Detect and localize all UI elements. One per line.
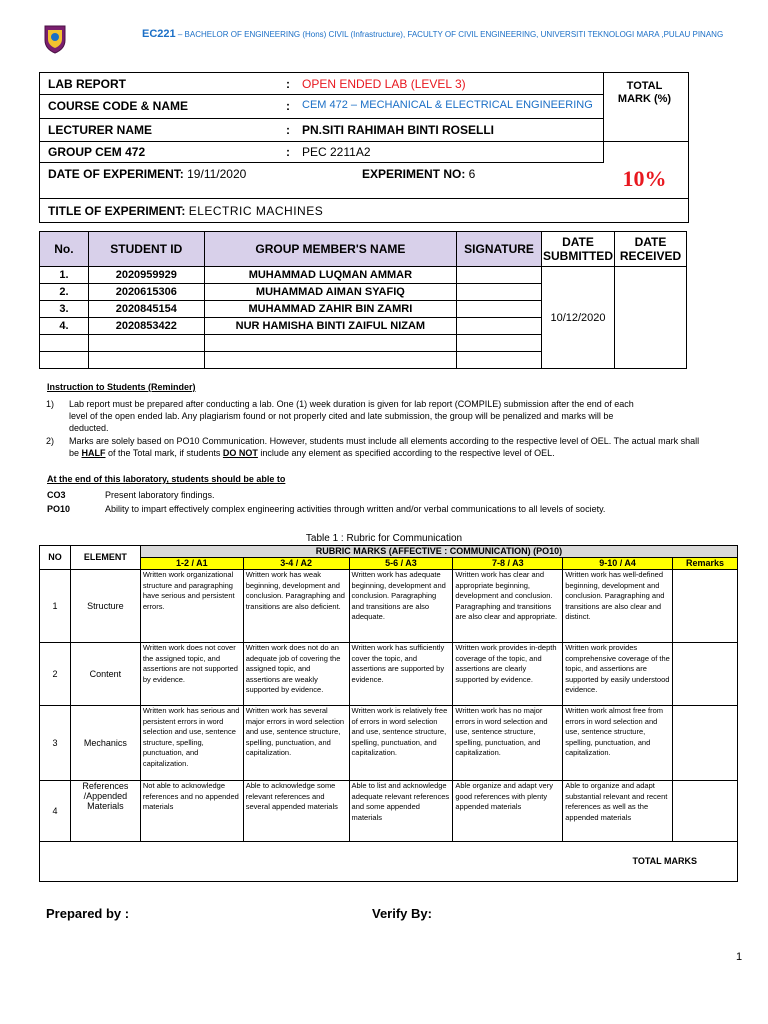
title-label-text: TITLE OF EXPERIMENT: — [48, 204, 186, 218]
date-label — [48, 167, 246, 181]
rubric-cell: Written work provides comprehensive coverage of the topic, and assertions are supported by easily understood evidence. — [563, 643, 673, 706]
group-value: PEC 2211A2 — [302, 145, 371, 159]
students-table — [39, 231, 687, 369]
rubric-total-row — [40, 842, 738, 882]
total-mark-box — [602, 72, 687, 119]
row-student-id: 2020845154 — [88, 301, 204, 318]
rubric-cell: Able to list and acknowledge adequate relevant references and some appended materials — [349, 781, 453, 842]
prepared-by-label: Prepared by : — [46, 906, 130, 921]
rubric-level-1: 1-2 / A1 — [140, 558, 243, 570]
colon: : — [286, 123, 290, 137]
experiment-no-value: 6 — [465, 167, 476, 181]
col-date-received-1: DATE — [634, 235, 667, 249]
rubric-remark-cell — [673, 570, 738, 643]
rubric-cell: Written work does not cover the assigned topic, and assertions are not supported by evidence. — [140, 643, 243, 706]
rubric-row-element: References /Appended Materials — [70, 781, 140, 842]
rubric-col-element: ELEMENT — [70, 546, 140, 570]
rubric-cell: Able organize and adapt very good references with plenty appended materials — [453, 781, 563, 842]
row-no: 1. — [40, 267, 89, 284]
rubric-cell: Written work does not do an adequate job of covering the assigned topic, and assertions are weakly supported by evidence. — [243, 643, 349, 706]
instruction-1-line-1: Lab report must be prepared after conducting a lab. One (1) week duration is given for lab report (COMPILE) submission after the end of each — [69, 399, 634, 409]
instruction-1-num: 1) — [46, 399, 55, 409]
group-label: GROUP CEM 472 — [48, 145, 146, 159]
rubric-level-4: 7-8 / A3 — [453, 558, 563, 570]
rubric-cell: Able to acknowledge some relevant references and several appended materials — [243, 781, 349, 842]
rubric-cell: Written work has serious and persistent errors in word selection and use, sentence structure, spelling, punctuation, and capitalization. — [140, 706, 243, 781]
col-date-submitted — [542, 232, 615, 267]
header-programme — [142, 28, 742, 40]
total-mark-label-2: MARK (%) — [617, 93, 672, 105]
rubric-group-header: RUBRIC MARKS (AFFECTIVE : COMMUNICATION) (PO10) — [140, 546, 737, 558]
row-no: 4. — [40, 318, 89, 335]
course-value: CEM 472 – MECHANICAL & ELECTRICAL ENGINEERING — [302, 99, 593, 111]
rubric-row-no: 3 — [40, 706, 71, 781]
row-student-id: 2020615306 — [88, 284, 204, 301]
row-student-id: 2020959929 — [88, 267, 204, 284]
rubric-cell: Written work has clear and appropriate beginning, development and conclusion. Paragraphing and transitions are also clear and appropriate. — [453, 570, 563, 643]
rubric-cell: Able to organize and adapt substantial relevant and recent references as well as the appended materials — [563, 781, 673, 842]
total-mark-value: 10% — [622, 166, 667, 191]
rubric-remark-cell — [673, 643, 738, 706]
rubric-row — [40, 570, 738, 643]
rubric-title: Table 1 : Rubric for Communication — [305, 533, 463, 544]
header-programme-text: – BACHELOR OF ENGINEERING (Hons) CIVIL (Infrastructure), FACULTY OF CIVIL ENGINEERING, UNIVERSITI TEKNOLOGI MARA ,PULAU PINANG — [175, 30, 724, 39]
total-mark-label-1: TOTAL — [626, 80, 663, 92]
instruction-1-line-2: level of the open ended lab. Any plagiarism found or not properly cited and late submission, the group will be penalized and marks will be — [69, 411, 614, 421]
title-value: ELECTRIC MACHINES — [188, 204, 324, 218]
experiment-no-label-text: EXPERIMENT NO: — [362, 167, 466, 181]
po10-label: PO10 — [47, 504, 71, 514]
row-signature — [457, 267, 542, 284]
total-mark-label — [602, 80, 687, 106]
info-row-course — [40, 95, 603, 119]
rubric-row-no: 1 — [40, 570, 71, 643]
rubric-cell: Not able to acknowledge references and no appended materials — [140, 781, 243, 842]
row-member-name: NUR HAMISHA BINTI ZAIFUL NIZAM — [204, 318, 456, 335]
rubric-table — [39, 545, 738, 882]
rubric-cell: Written work has weak beginning, development and conclusion. Paragraphing and transitions are also deficient. — [243, 570, 349, 643]
page-number: 1 — [736, 951, 743, 963]
info-row-group — [40, 142, 603, 163]
rubric-level-5: 9-10 / A4 — [563, 558, 673, 570]
rubric-cell: Written work is relatively free of errors in word selection and use, sentence structure, spelling, punctuation, and capitalization. — [349, 706, 453, 781]
date-label-text: DATE OF EXPERIMENT: — [48, 167, 184, 181]
rubric-row — [40, 781, 738, 842]
empty-cell — [40, 335, 89, 352]
rubric-cell: Written work has well-defined beginning, development and conclusion. Paragraphing and transitions are also clear and distinct. — [563, 570, 673, 643]
course-label: COURSE CODE & NAME — [48, 99, 189, 113]
students-header-row — [40, 232, 687, 267]
rubric-header-row-2 — [40, 558, 738, 570]
rubric-row-element: Structure — [70, 570, 140, 643]
rubric-row — [40, 706, 738, 781]
table-row — [40, 267, 687, 284]
rubric-col-no: NO — [40, 546, 71, 570]
row-member-name: MUHAMMAD AIMAN SYAFIQ — [204, 284, 456, 301]
rubric-total-marks: TOTAL MARKS — [40, 842, 738, 882]
row-no: 3. — [40, 301, 89, 318]
info-row-date — [40, 163, 688, 199]
date-value: 19/11/2020 — [183, 167, 247, 181]
rubric-cell: Written work has several major errors in word selection and use, sentence structure, spelling, punctuation, and capitalization. — [243, 706, 349, 781]
col-date-received — [614, 232, 686, 267]
rubric-remark-cell — [673, 781, 738, 842]
row-member-name: MUHAMMAD LUQMAN AMMAR — [204, 267, 456, 284]
instruction-2-donot: DO NOT — [222, 448, 258, 458]
rubric-header-row-1 — [40, 546, 738, 558]
empty-cell — [40, 352, 89, 369]
rubric-cell: Written work has adequate beginning, development and conclusion. Paragraphing and transitions are also adequate. — [349, 570, 453, 643]
rubric-remark-cell — [673, 706, 738, 781]
uitm-logo — [42, 24, 68, 54]
rubric-row-element: Mechanics — [70, 706, 140, 781]
instruction-1-line-3: deducted. — [69, 423, 109, 433]
rubric-level-3: 5-6 / A3 — [349, 558, 453, 570]
co3-text: Present laboratory findings. — [105, 490, 215, 500]
date-submitted-value: 10/12/2020 — [542, 267, 615, 369]
rubric-row-element: Content — [70, 643, 140, 706]
title-label — [48, 204, 323, 218]
po10-text: Ability to impart effectively complex engineering activities through written and/or verbal communications to all levels of society. — [105, 504, 606, 514]
date-received-value — [614, 267, 686, 369]
row-student-id: 2020853422 — [88, 318, 204, 335]
col-date-received-2: RECEIVED — [619, 249, 682, 263]
verify-by-label: Verify By: — [372, 906, 432, 921]
outcomes-heading: At the end of this laboratory, students should be able to — [47, 474, 286, 484]
colon: : — [286, 145, 290, 159]
rubric-row — [40, 643, 738, 706]
lab-report-label: LAB REPORT — [48, 77, 126, 91]
instructions-heading: Instruction to Students (Reminder) — [47, 382, 196, 392]
rubric-remarks: Remarks — [673, 558, 738, 570]
info-row-lecturer — [40, 119, 688, 142]
col-no: No. — [40, 232, 89, 267]
colon: : — [286, 99, 290, 113]
empty-cell — [204, 335, 456, 352]
co3-label: CO3 — [47, 490, 66, 500]
rubric-cell: Written work has no major errors in word selection and use, sentence structure, spelling, punctuation, and capitalization. — [453, 706, 563, 781]
rubric-level-2: 3-4 / A2 — [243, 558, 349, 570]
row-signature — [457, 301, 542, 318]
row-signature — [457, 318, 542, 335]
col-member-name: GROUP MEMBER'S NAME — [204, 232, 456, 267]
empty-cell — [88, 352, 204, 369]
instruction-2-pre: be — [69, 448, 82, 458]
col-date-submitted-2: SUBMITTED — [542, 249, 613, 263]
instruction-2-line-2 — [69, 447, 555, 459]
instruction-2-line-1: Marks are solely based on PO10 Communication. However, students must include all elements according to the respective level of OEL. The actual mark shall — [69, 436, 700, 446]
instruction-2-mid: of the Total mark, if students — [105, 448, 223, 458]
instruction-2-post: include any element as specified according to the respective level of OEL. — [257, 448, 555, 458]
rubric-row-no: 4 — [40, 781, 71, 842]
empty-cell — [88, 335, 204, 352]
report-info-box — [39, 72, 689, 223]
empty-cell — [457, 335, 542, 352]
rubric-cell: Written work has sufficiently cover the topic, and assertions are supported by evidence. — [349, 643, 453, 706]
instruction-2-num: 2) — [46, 436, 55, 446]
rubric-cell: Written work provides in-depth coverage of the topic, and assertions are clearly supported by evidence. — [453, 643, 563, 706]
row-signature — [457, 284, 542, 301]
rubric-cell: Written work organizational structure and paragraphing have serious and persistent errors. — [140, 570, 243, 643]
header-course-code: EC221 — [142, 28, 176, 40]
lab-report-value: OPEN ENDED LAB (LEVEL 3) — [302, 77, 466, 91]
empty-cell — [204, 352, 456, 369]
experiment-no-label — [362, 167, 475, 181]
col-student-id: STUDENT ID — [88, 232, 204, 267]
rubric-row-no: 2 — [40, 643, 71, 706]
info-row-lab-report — [40, 73, 603, 95]
lecturer-label: LECTURER NAME — [48, 123, 152, 137]
info-row-title — [40, 199, 688, 222]
row-no: 2. — [40, 284, 89, 301]
colon: : — [286, 77, 290, 91]
lecturer-value: PN.SITI RAHIMAH BINTI ROSELLI — [302, 123, 494, 137]
col-date-submitted-1: DATE — [562, 235, 594, 249]
empty-cell — [457, 352, 542, 369]
row-member-name: MUHAMMAD ZAHIR BIN ZAMRI — [204, 301, 456, 318]
instruction-2-half: HALF — [81, 448, 106, 458]
col-signature: SIGNATURE — [457, 232, 542, 267]
rubric-cell: Written work almost free from errors in word selection and use, sentence structure, spelling, punctuation, and capitalization. — [563, 706, 673, 781]
